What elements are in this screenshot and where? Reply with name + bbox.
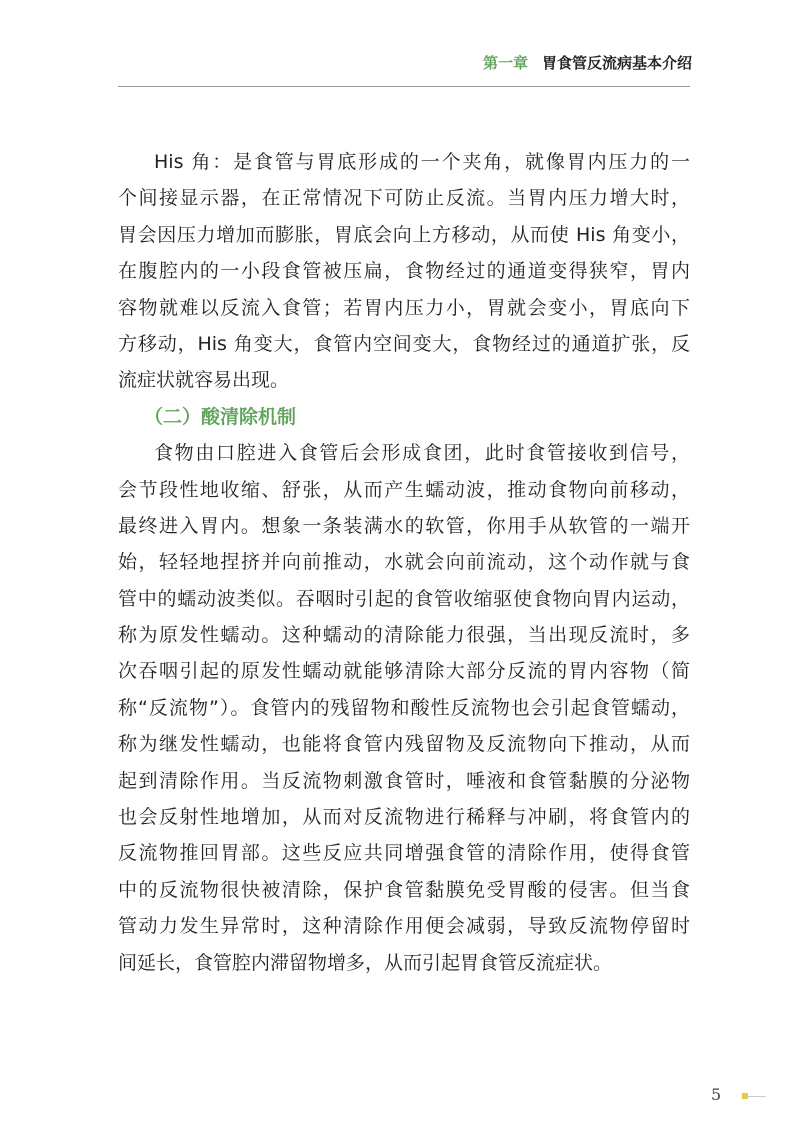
text-line: 方移动，His 角变大，食管内空间变大，食物经过的通道扩张，反 <box>118 332 690 355</box>
paragraph-his-angle <box>118 144 690 399</box>
text-line: 个间接显示器，在正常情况下可防止反流。当胃内压力增大时， <box>118 187 690 210</box>
text-line: 在腹腔内的一小段食管被压扁，食物经过的通道变得狭窄，胃内 <box>118 260 690 283</box>
text-line: 称为原发性蠕动。这种蠕动的清除能力很强，当出现反流时，多 <box>118 624 690 647</box>
text-line: 间延长，食管腔内滞留物增多，从而引起胃食管反流症状。 <box>118 951 613 974</box>
text-line: 最终进入胃内。想象一条装满水的软管，你用手从软管的一端开 <box>118 514 690 537</box>
running-header <box>483 52 692 73</box>
text-line: 中的反流物很快被清除，保护食管黏膜免受胃酸的侵害。但当食 <box>118 878 690 901</box>
text-line: His 角：是食管与胃底形成的一个夹角，就像胃内压力的一 <box>154 151 690 173</box>
text-line: 流症状就容易出现。 <box>118 369 290 392</box>
text-line: 胃会因压力增加而膨胀，胃底会向上方移动，从而使 His 角变小， <box>118 223 690 246</box>
text-line: 也会反射性地增加，从而对反流物进行稀释与冲刷，将食管内的 <box>118 806 690 829</box>
page-marker-line <box>748 1096 766 1097</box>
page-number: 5 <box>711 1085 722 1104</box>
text-line: 容物就难以反流入食管；若胃内压力小，胃就会变小，胃底向下 <box>118 296 690 319</box>
text-line: 始，轻轻地捏挤并向前推动，水就会向前流动，这个动作就与食 <box>118 551 690 574</box>
section-heading: （二）酸清除机制 <box>144 405 297 428</box>
text-line: 管动力发生异常时，这种清除作用便会减弱，导致反流物停留时 <box>118 915 690 938</box>
chapter-label: 第一章 <box>482 54 528 72</box>
page-body <box>118 144 690 981</box>
text-line: 反流物推回胃部。这些反应共同增强食管的清除作用，使得食管 <box>118 842 690 865</box>
text-line: 称为继发性蠕动，也能将食管内残留物及反流物向下推动，从而 <box>118 733 690 756</box>
chapter-title: 胃食管反流病基本介绍 <box>541 54 692 72</box>
text-line: 起到清除作用。当反流物刺激食管时，唾液和食管黏膜的分泌物 <box>118 769 690 792</box>
text-line: 会节段性地收缩、舒张，从而产生蠕动波，推动食物向前移动， <box>118 478 690 501</box>
text-line: 次吞咽引起的原发性蠕动就能够清除大部分反流的胃内容物（简 <box>118 660 690 683</box>
header-divider <box>118 86 690 87</box>
text-line: 食物由口腔进入食管后会形成食团，此时食管接收到信号， <box>154 442 690 465</box>
text-line: 管中的蠕动波类似。吞咽时引起的食管收缩驱使食物向胃内运动， <box>118 587 690 610</box>
paragraph-acid-clearance <box>118 435 690 981</box>
text-line: 称“反流物”）。食管内的残留物和酸性反流物也会引起食管蠕动， <box>118 696 690 719</box>
